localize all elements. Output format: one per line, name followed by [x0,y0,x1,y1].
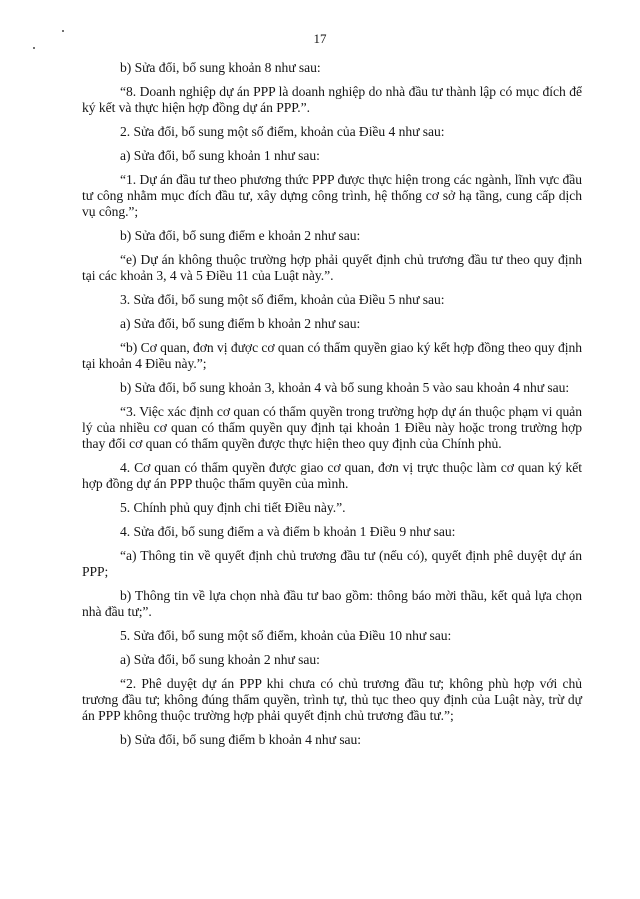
paragraph: “a) Thông tin về quyết định chủ trương đầu tư (nếu có), quyết định phê duyệt dự án PPP; [82,548,582,579]
paragraph: a) Sửa đổi, bổ sung điểm b khoản 2 như sau: [120,316,361,331]
paragraph: b) Sửa đổi, bổ sung điểm b khoản 4 như sau: [120,732,362,747]
paragraph: 5. Chính phủ quy định chi tiết Điều này.”. [120,500,346,515]
paragraph: a) Sửa đổi, bổ sung khoản 1 như sau: [120,148,320,163]
paragraph: a) Sửa đổi, bổ sung khoản 2 như sau: [120,652,320,667]
paragraph: b) Sửa đổi, bổ sung điểm e khoản 2 như sau: [120,228,361,243]
paragraph: “3. Việc xác định cơ quan có thẩm quyền trong trường hợp dự án thuộc phạm vi quản lý của nhiều cơ quan có thẩm quyền quy định tại khoản 1 Điều này hoặc trong trường hợp thay đổi cơ quan có thẩm quyền được thực hiện theo quy định của Chính phủ. [82,404,582,451]
paragraph: “2. Phê duyệt dự án PPP khi chưa có chủ trương đầu tư; không phù hợp với chủ trương đầu tư; không đúng thẩm quyền, trình tự, thủ tục theo quy định của Luật này, trừ dự án PPP không thuộc trường hợp phải quyết định chủ trương đầu tư.”; [82,676,582,723]
paragraph: “8. Doanh nghiệp dự án PPP là doanh nghiệp do nhà đầu tư thành lập có mục đích để ký kết và thực hiện hợp đồng dự án PPP.”. [82,84,582,115]
paragraph: 4. Cơ quan có thẩm quyền được giao cơ quan, đơn vị trực thuộc làm cơ quan ký kết hợp đồng dự án PPP thuộc thẩm quyền của mình. [82,460,582,491]
paragraph: b) Thông tin về lựa chọn nhà đầu tư bao gồm: thông báo mời thầu, kết quả lựa chọn nhà đầu tư;”. [82,588,582,619]
paragraph: b) Sửa đổi, bổ sung khoản 8 như sau: [120,60,321,75]
scan-speck [33,47,35,49]
paragraph: “1. Dự án đầu tư theo phương thức PPP được thực hiện trong các ngành, lĩnh vực đầu tư công nhằm mục đích đầu tư, xây dựng công trình, hệ thống cơ sở hạ tầng, cung cấp dịch vụ công.”; [82,172,582,219]
paragraph: 4. Sửa đổi, bổ sung điểm a và điểm b khoản 1 Điều 9 như sau: [120,524,456,539]
page-number: 17 [313,31,327,46]
paragraph: 2. Sửa đổi, bổ sung một số điểm, khoản của Điều 4 như sau: [120,124,445,139]
paragraph: “e) Dự án không thuộc trường hợp phải quyết định chủ trương đầu tư theo quy định tại các khoản 3, 4 và 5 Điều 11 của Luật này.”. [82,252,582,283]
paragraph: 3. Sửa đổi, bổ sung một số điểm, khoản của Điều 5 như sau: [120,292,445,307]
paragraph: b) Sửa đổi, bổ sung khoản 3, khoản 4 và bổ sung khoản 5 vào sau khoản 4 như sau: [120,380,570,395]
paragraph: 5. Sửa đổi, bổ sung một số điểm, khoản của Điều 10 như sau: [120,628,452,643]
document-body [82,60,582,748]
paragraph: “b) Cơ quan, đơn vị được cơ quan có thẩm quyền giao ký kết hợp đồng theo quy định tại khoản 4 Điều này.”; [82,340,582,371]
